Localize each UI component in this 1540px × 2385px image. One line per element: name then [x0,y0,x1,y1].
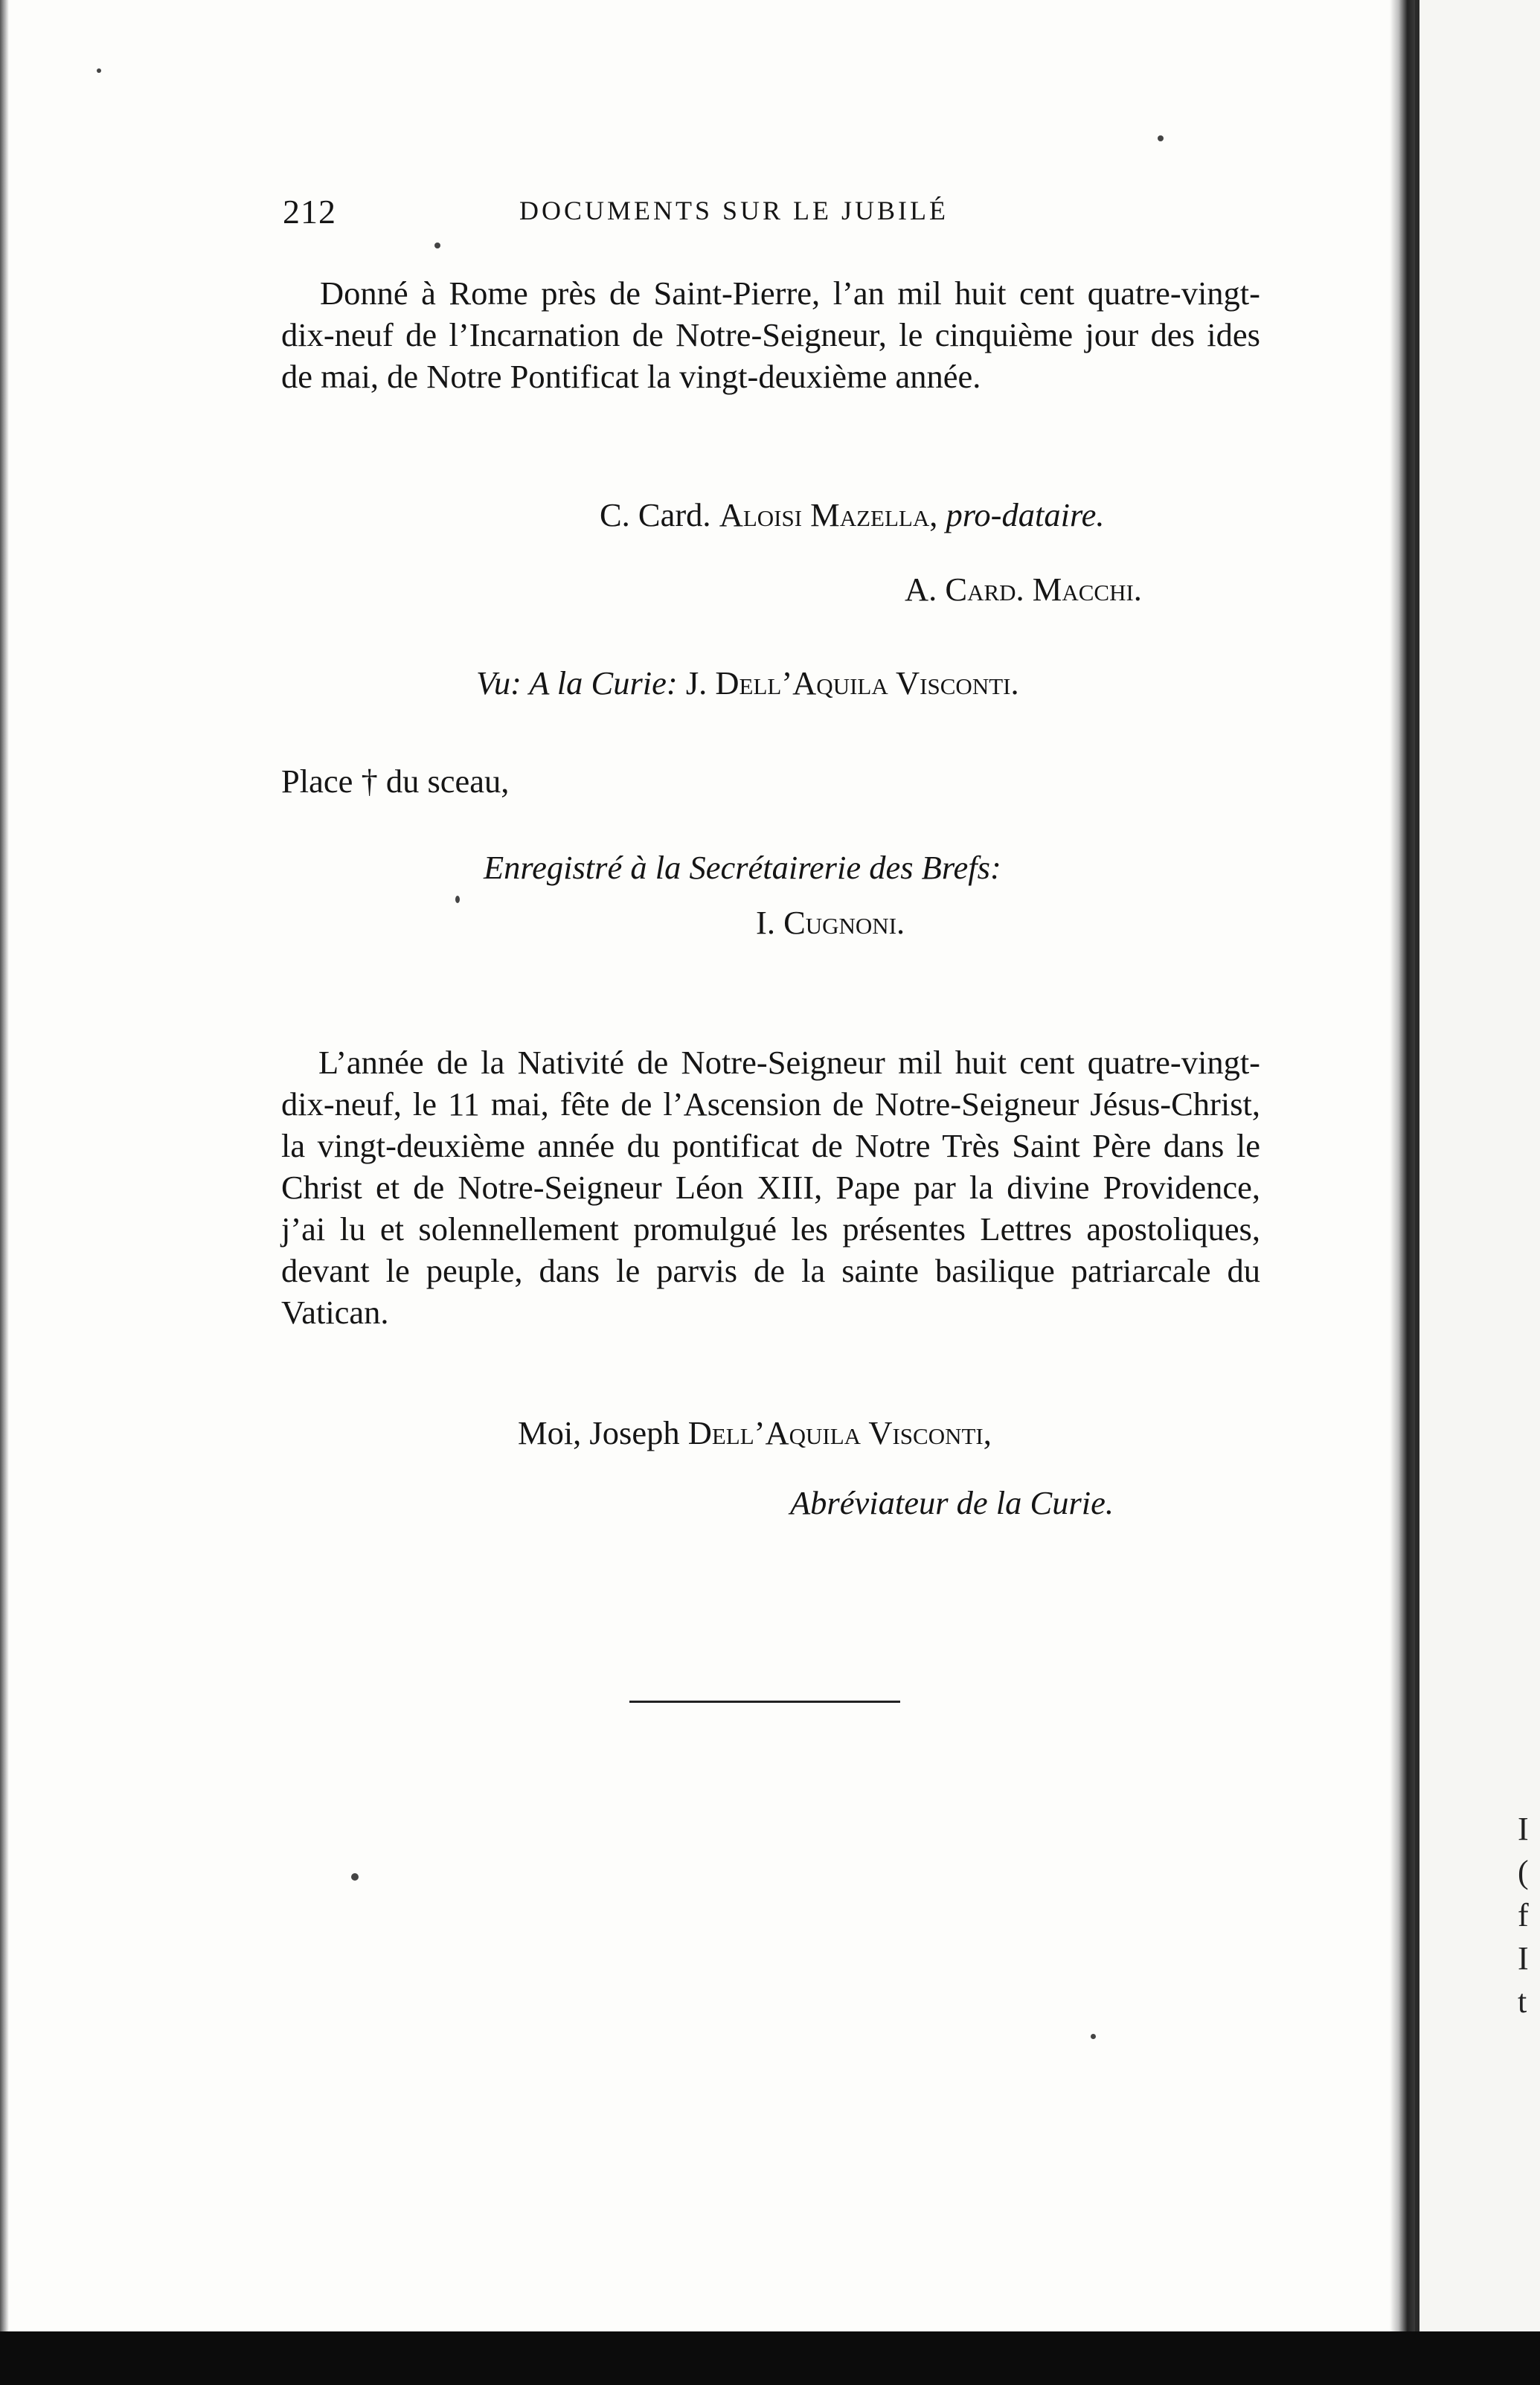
seal-text: Place † du sceau, [281,763,510,800]
scan-speck [351,1873,359,1881]
signatory-name: Cugnoni. [783,904,905,941]
scan-speck [455,896,460,903]
scan-speck [1158,135,1164,141]
dating-text: Donné à Rome près de Saint-Pierre, l’an mil huit cent quatre-vingt-dix-neuf de l’Incarnation de Notre-Seigneur, le cinquième jour des ides de mai, de Notre Pontificat la vingt-deuxième année. [281,275,1260,395]
registration-signature [756,903,905,942]
end-rule [629,1701,900,1703]
signatory-role: pro-dataire. [946,496,1105,533]
signature-visconti [476,664,1019,702]
signature-prefix: C. Card. [600,496,711,533]
signature-prefix: I. [756,904,775,941]
closing-role [790,1483,1114,1522]
facing-page-edge [1415,0,1540,2385]
closing-signature [518,1413,992,1452]
scan-speck [1091,2034,1096,2039]
running-head [283,192,1265,237]
dating-paragraph [281,272,1260,397]
facing-letter: f [1518,1897,1529,1933]
signatory-role: Abréviateur de la Curie. [790,1484,1114,1521]
promulgation-paragraph [281,1041,1260,1333]
vu-label: Vu: A la Curie: [476,664,678,702]
facing-letter: I [1518,1811,1529,1847]
closing-prefix: Moi, Joseph [518,1414,680,1451]
registration-label [484,848,1001,887]
signatory-name: Dell’Aquila Visconti, [687,1414,992,1451]
scan-bottom-border [0,2331,1540,2385]
running-title: DOCUMENTS SUR LE JUBILÉ [519,196,949,225]
scan-speck [434,243,440,248]
seal-place [281,762,509,800]
facing-letter: I [1518,1940,1529,1977]
facing-page-letters [1518,1808,1539,2023]
signatory-name: Aloisi Mazella, [719,496,938,533]
page-number: 212 [283,193,336,231]
facing-letter: ( [1518,1854,1529,1890]
signature-macchi [905,570,1142,609]
signatory-name: Dell’Aquila Visconti. [715,664,1019,702]
facing-letter: t [1518,1983,1527,2020]
scan-speck [97,68,101,73]
page-left-edge [0,0,9,2385]
signature-prefix: J. [685,664,708,702]
promulgation-text: L’année de la Nativité de Notre-Seigneur mil huit cent quatre-vingt-dix-neuf, le 11 mai, fête de l’Ascension de Notre-Seigneur Jésus-Christ, la vingt-deuxième année du pontificat de Notre Très Saint Père dans le Christ et de Notre-Seigneur Léon XIII, Pape par la divine Providence, j’ai lu et solennellement promulgué les présentes Lettres apostoliques, devant le peuple, dans le parvis de la sainte basilique patriarcale du Vatican. [281,1044,1260,1331]
registration-text: Enregistré à la Secrétairerie des Brefs: [484,849,1001,886]
signatory-name: Card. Macchi. [945,571,1142,608]
gutter-shadow [1390,0,1415,2385]
signature-prefix: A. [905,571,937,608]
signature-mazella [600,495,1105,534]
